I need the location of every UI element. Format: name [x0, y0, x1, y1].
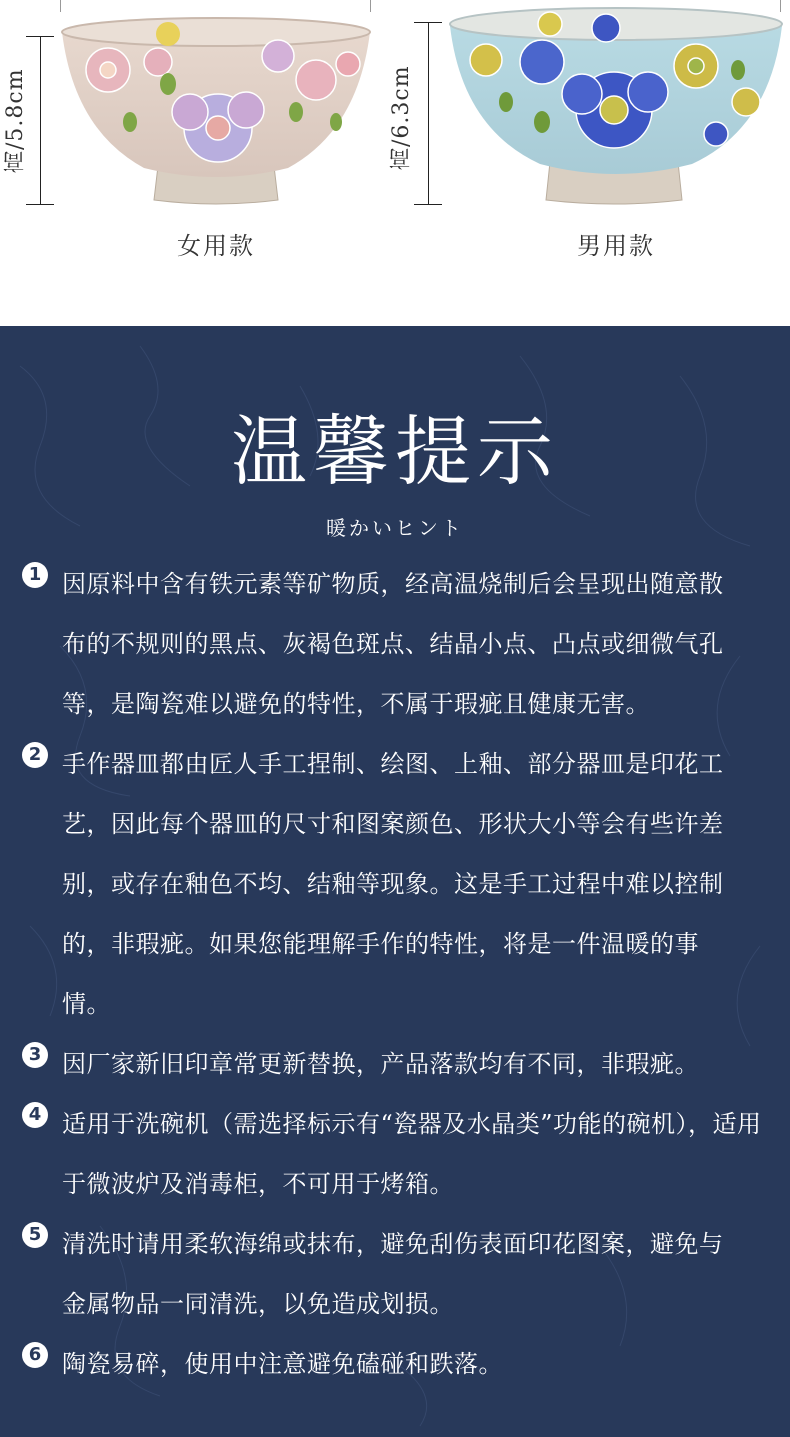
- notice-item-text: 因厂家新旧印章常更新替换，产品落款均有不同，非瑕疵。: [62, 1050, 699, 1078]
- number-badge-icon: 4: [22, 1102, 48, 1128]
- men-bowl-caption: 男用款: [577, 232, 655, 260]
- height-label-women-bowl: 高/5.8cm: [3, 68, 28, 174]
- notice-title: 温馨提示: [231, 407, 559, 496]
- notice-subtitle: 暖かいヒント: [326, 516, 464, 540]
- number-badge-icon: 5: [22, 1222, 48, 1248]
- height-dimension-tick-top-left: [26, 36, 54, 37]
- notice-section: [0, 326, 790, 1437]
- number-badge-icon: 1: [22, 562, 48, 588]
- height-dimension-tick-top-right: [414, 22, 442, 23]
- notice-item-text: 适用于洗碗机（需选择标示有“瓷器及水晶类”功能的碗机），适用于微波炉及消毒柜，不可用于烤箱。: [62, 1110, 762, 1198]
- notice-item-text: 陶瓷易碎，使用中注意避免磕碰和跌落。: [62, 1350, 503, 1378]
- women-bowl-image: [58, 10, 374, 206]
- product-dimension-section: [0, 0, 790, 326]
- height-dimension-line-right: [428, 22, 429, 204]
- height-dimension-tick-bottom-right: [414, 204, 442, 205]
- number-badge-icon: 3: [22, 1042, 48, 1068]
- height-label-men-bowl: 高/6.3cm: [389, 65, 414, 171]
- height-dimension-tick-bottom-left: [26, 204, 54, 205]
- number-badge-icon: 2: [22, 742, 48, 768]
- men-bowl-image: [446, 2, 786, 208]
- notice-item-text: 清洗时请用柔软海绵或抹布，避免刮伤表面印花图案，避免与金属物品一同清洗，以免造成划损。: [62, 1230, 724, 1318]
- notice-item-text: 手作器皿都由匠人手工捏制、绘图、上釉、部分器皿是印花工艺，因此每个器皿的尺寸和图案颜色、形状大小等会有些许差别，或存在釉色不均、结釉等现象。这是手工过程中难以控制的，非瑕疵。如果您能理解手作的特性，将是一件温暖的事情。: [62, 750, 724, 1018]
- height-dimension-line-left: [40, 36, 41, 204]
- number-badge-icon: 6: [22, 1342, 48, 1368]
- notice-item-text: 因原料中含有铁元素等矿物质，经高温烧制后会呈现出随意散布的不规则的黑点、灰褐色斑点、结晶小点、凸点或细微气孔等，是陶瓷难以避免的特性，不属于瑕疵且健康无害。: [62, 570, 724, 718]
- women-bowl-caption: 女用款: [177, 232, 255, 260]
